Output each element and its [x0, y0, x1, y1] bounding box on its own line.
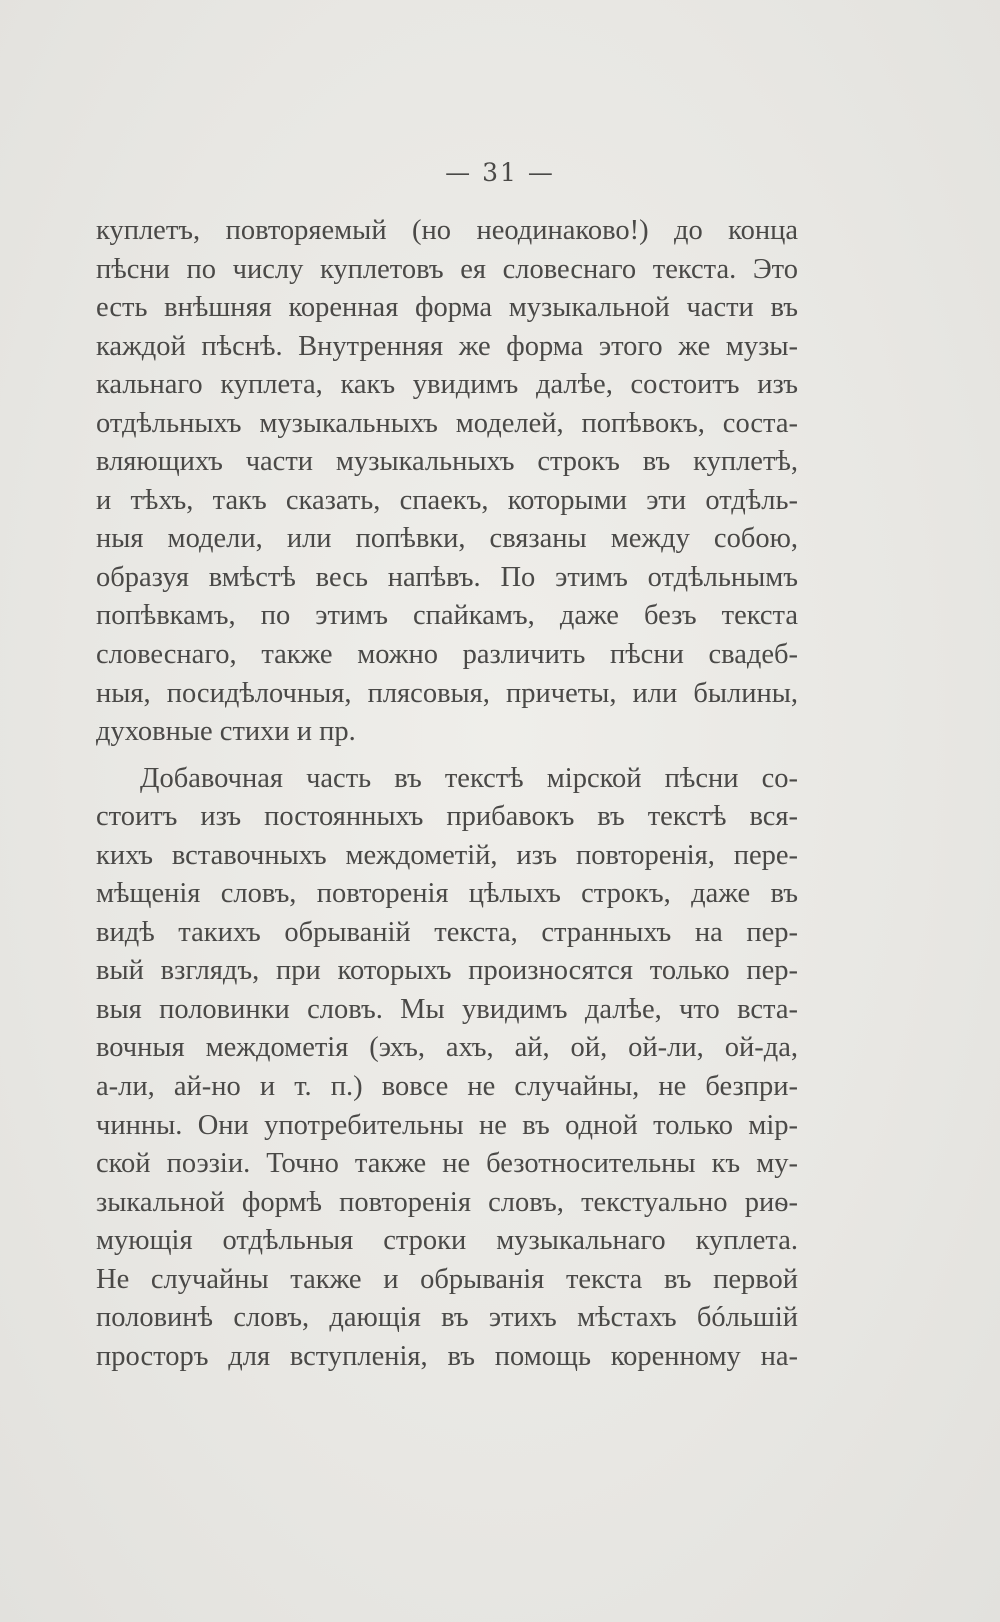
text-line: вый взглядъ, при которыхъ произносятся только пер-: [96, 955, 798, 987]
text-line: Не случайны также и обрыванiя текста въ первой: [96, 1263, 798, 1295]
text-line: попѣвкамъ, по этимъ спайкамъ, даже безъ текста: [96, 600, 798, 632]
text-line: куплетъ, повторяемый (но неодинаково!) до конца: [96, 215, 798, 246]
page-number: — 31 —: [445, 158, 555, 187]
text-line: ныя, посидѣлочныя, плясовыя, причеты, или былины,: [96, 677, 798, 709]
text-line: кальнаго куплета, какъ увидимъ далѣе, состоитъ изъ: [96, 369, 798, 401]
text-line: Добавочная часть въ текстѣ мiрской пѣсни со-: [140, 762, 798, 794]
text-line: и тѣхъ, такъ сказать, спаекъ, которыми эти отдѣль-: [96, 484, 798, 516]
text-line: просторъ для вступленiя, въ помощь коренному на-: [96, 1340, 798, 1372]
text-line: пѣсни по числу куплетовъ ея словеснаго текста. Это: [96, 253, 798, 285]
paragraph-2: [96, 760, 798, 1377]
text-line: выя половинки словъ. Мы увидимъ далѣе, что вста-: [96, 993, 798, 1025]
body-text: [96, 212, 798, 1376]
text-line: есть внѣшняя коренная форма музыкальной части въ: [96, 292, 798, 324]
text-line: чинны. Они употребительны не въ одной только мiр-: [96, 1109, 798, 1141]
text-line: мѣщенiя словъ, повторенiя цѣлыхъ строкъ, даже въ: [96, 878, 798, 910]
text-line: половинѣ словъ, дающiя въ этихъ мѣстахъ бóльшiй: [96, 1302, 798, 1334]
paragraph-gap: [96, 752, 798, 760]
text-line: мующiя отдѣльныя строки музыкальнаго куплета.: [96, 1225, 798, 1257]
text-line: отдѣльныхъ музыкальныхъ моделей, попѣвокъ, соста-: [96, 407, 798, 439]
text-line: словеснаго, также можно различить пѣсни свадеб-: [96, 639, 798, 671]
text-line: ской поэзiи. Точно также не безотносительны къ му-: [96, 1148, 798, 1180]
text-line: а-ли, ай-но и т. п.) вовсе не случайны, не безпри-: [96, 1071, 798, 1103]
text-line: кихъ вставочныхъ междометiй, изъ повторенiя, пере-: [96, 839, 798, 871]
text-line: каждой пѣснѣ. Внутренняя же форма этого же музы-: [96, 330, 798, 362]
paragraph-1: [96, 212, 798, 752]
text-line: образуя вмѣстѣ весь напѣвъ. По этимъ отдѣльнымъ: [96, 561, 798, 593]
text-line: видѣ такихъ обрыванiй текста, странныхъ на пер-: [96, 916, 798, 948]
text-line: ныя модели, или попѣвки, связаны между собою,: [96, 523, 798, 555]
text-line: зыкальной формѣ повторенiя словъ, текстуально риѳ-: [96, 1186, 798, 1218]
text-line: вочныя междометiя (эхъ, ахъ, ай, ой, ой-ли, ой-да,: [96, 1032, 798, 1064]
text-line: стоитъ изъ постоянныхъ прибавокъ въ текстѣ вся-: [96, 801, 798, 833]
text-line: духовные стихи и пр.: [96, 716, 356, 748]
text-line: вляющихъ части музыкальныхъ строкъ въ куплетѣ,: [96, 446, 798, 478]
